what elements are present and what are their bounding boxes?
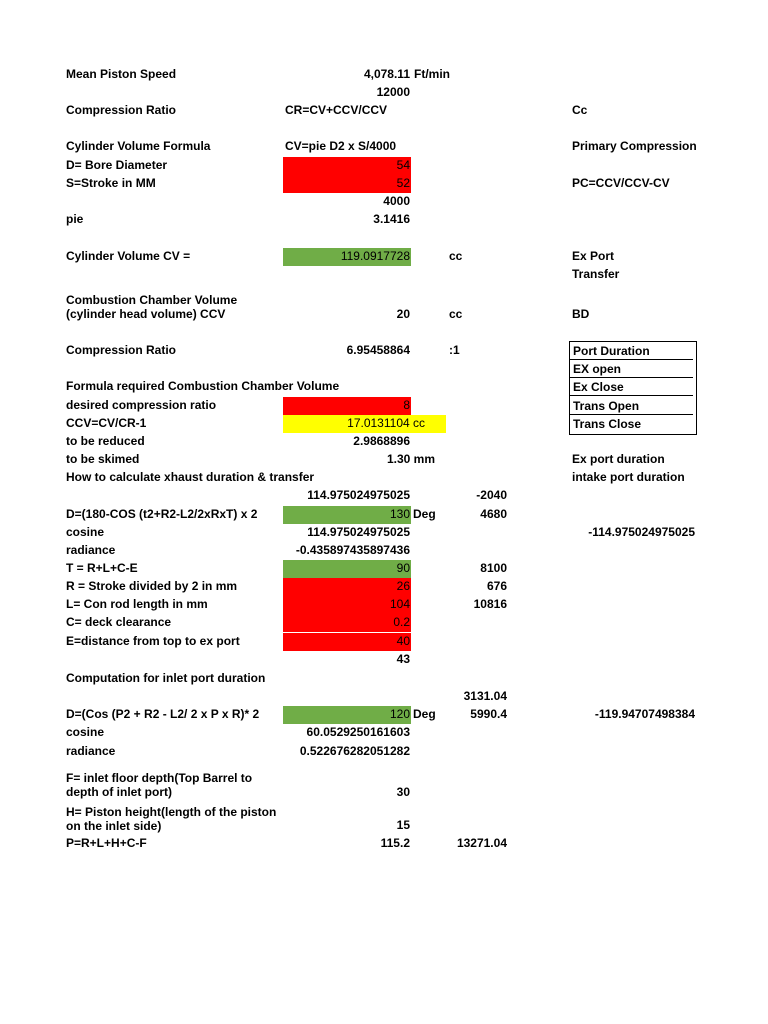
- divisor-value: 4000: [383, 194, 410, 208]
- e-total-value: 43: [396, 652, 410, 666]
- exh-intermediate-extra: -2040: [476, 488, 507, 502]
- l-extra: 10816: [473, 597, 507, 611]
- f-label-line1: F= inlet floor depth(Top Barrel to: [66, 771, 253, 785]
- exh-cosine-side: -114.975024975025: [588, 525, 695, 539]
- cylinder-volume-label: Cylinder Volume CV =: [66, 249, 191, 263]
- ccv-unit: cc: [449, 307, 463, 321]
- ex-port-duration-label: Ex port duration: [572, 452, 665, 466]
- t-value: 90: [396, 561, 410, 575]
- ex-port-label: Ex Port: [572, 249, 615, 263]
- l-label: L= Con rod length in mm: [66, 597, 208, 611]
- to-be-reduced-label: to be reduced: [66, 434, 145, 448]
- e-value[interactable]: 40: [396, 634, 410, 648]
- port-duration-table: [569, 341, 697, 435]
- r-value[interactable]: 26: [396, 579, 410, 593]
- compression-ratio-formula: CR=CV+CCV/CCV: [285, 103, 388, 117]
- ccv-calc-value: 17.0131104 cc: [347, 416, 425, 430]
- pie-value: 3.1416: [373, 212, 410, 226]
- inlet-radiance-label: radiance: [66, 744, 116, 758]
- ccv-label-line1: Combustion Chamber Volume: [66, 293, 238, 307]
- how-to-label: How to calculate xhaust duration & transfer: [66, 470, 315, 484]
- primary-compression-label: Primary Compression: [572, 139, 697, 153]
- transfer-label: Transfer: [572, 267, 620, 281]
- stroke-value[interactable]: 52: [396, 176, 410, 190]
- inlet-d-value: 120: [389, 707, 410, 721]
- inlet-intermediate-extra: 3131.04: [463, 689, 507, 703]
- p-label: P=R+L+H+C-F: [66, 836, 147, 850]
- c-label: C= deck clearance: [66, 615, 172, 629]
- desired-cr-label: desired compression ratio: [66, 398, 217, 412]
- formula-required-label: Formula required Combustion Chamber Volume: [66, 379, 340, 393]
- compression-ratio-formula-label: Compression Ratio: [66, 103, 177, 117]
- inlet-cosine-label: cosine: [66, 725, 105, 739]
- f-value: 30: [396, 785, 410, 799]
- ccv-calc-label: CCV=CV/CR-1: [66, 416, 147, 430]
- bd-label: BD: [572, 307, 590, 321]
- port-table-ex-close: Ex Close: [570, 378, 693, 396]
- cylinder-volume-unit: cc: [449, 249, 463, 263]
- t-label: T = R+L+C-E: [66, 561, 138, 575]
- compression-ratio-unit: :1: [449, 343, 460, 357]
- inlet-d-extra: 5990.4: [470, 707, 507, 721]
- p-extra: 13271.04: [456, 836, 507, 850]
- exh-d-value: 130: [389, 507, 410, 521]
- stroke-label: S=Stroke in MM: [66, 176, 156, 190]
- r-extra: 676: [486, 579, 507, 593]
- to-be-reduced-value: 2.9868896: [353, 434, 410, 448]
- exh-d-label: D=(180-COS (t2+R2-L2/2xRxT) x 2: [66, 507, 258, 521]
- exh-d-extra: 4680: [480, 507, 507, 521]
- h-label-line2: on the inlet side): [66, 819, 162, 833]
- port-table-trans-close: Trans Close: [573, 417, 642, 431]
- port-table-header: Port Duration: [570, 342, 693, 360]
- ccv-label-line2: (cylinder head volume) CCV: [66, 307, 226, 321]
- to-be-skimed-value: 1.30 mm: [386, 452, 435, 466]
- intake-port-duration-label: intake port duration: [572, 470, 685, 484]
- mean-piston-speed-label: Mean Piston Speed: [66, 67, 177, 81]
- bore-label: D= Bore Diameter: [66, 158, 168, 172]
- t-extra: 8100: [480, 561, 507, 575]
- port-table-ex-open: EX open: [570, 360, 693, 378]
- h-label-line1: H= Piston height(length of the piston: [66, 805, 277, 819]
- exh-d-unit: Deg: [413, 507, 436, 521]
- mean-piston-speed-value: 4,078.11: [363, 67, 410, 81]
- compression-ratio-value: 6.95458864: [346, 343, 410, 357]
- desired-cr-value[interactable]: 8: [403, 398, 410, 412]
- inlet-radiance-value: 0.522676282051282: [299, 744, 410, 758]
- cc-side-label: Cc: [572, 103, 588, 117]
- pc-formula: PC=CCV/CCV-CV: [572, 176, 670, 190]
- inlet-heading: Computation for inlet port duration: [66, 671, 266, 685]
- inlet-d-unit: Deg: [413, 707, 436, 721]
- exh-radiance-label: radiance: [66, 543, 116, 557]
- p-value: 115.2: [380, 836, 410, 850]
- h-value: 15: [396, 818, 410, 832]
- cylinder-volume-value: 119.0917728: [340, 249, 410, 263]
- mean-piston-speed-unit: Ft/min: [414, 67, 450, 81]
- to-be-skimed-label: to be skimed: [66, 452, 140, 466]
- r-label: R = Stroke divided by 2 in mm: [66, 579, 238, 593]
- e-label: E=distance from top to ex port: [66, 634, 240, 648]
- c-value[interactable]: 0.2: [393, 615, 410, 629]
- bore-value[interactable]: 54: [396, 158, 410, 172]
- l-value[interactable]: 104: [389, 597, 410, 611]
- pie-label: pie: [66, 212, 84, 226]
- cylinder-volume-formula-label: Cylinder Volume Formula: [66, 139, 211, 153]
- inlet-d-label: D=(Cos (P2 + R2 - L2/ 2 x P x R)* 2: [66, 707, 260, 721]
- cylinder-volume-formula: CV=pie D2 x S/4000: [285, 139, 397, 153]
- exh-cosine-label: cosine: [66, 525, 105, 539]
- inlet-cosine-value: 60.0529250161603: [306, 725, 410, 739]
- compression-ratio-label: Compression Ratio: [66, 343, 177, 357]
- ccv-value: 20: [396, 307, 410, 321]
- port-table-trans-open: Trans Open: [570, 397, 693, 415]
- rpm-value: 12000: [376, 85, 410, 99]
- inlet-d-side: -119.94707498384: [594, 707, 695, 721]
- f-label-line2: depth of inlet port): [66, 785, 172, 799]
- exh-radiance-value: -0.435897435897436: [295, 543, 410, 557]
- exh-intermediate-value: 114.975024975025: [307, 488, 410, 502]
- exh-cosine-value: 114.975024975025: [307, 525, 410, 539]
